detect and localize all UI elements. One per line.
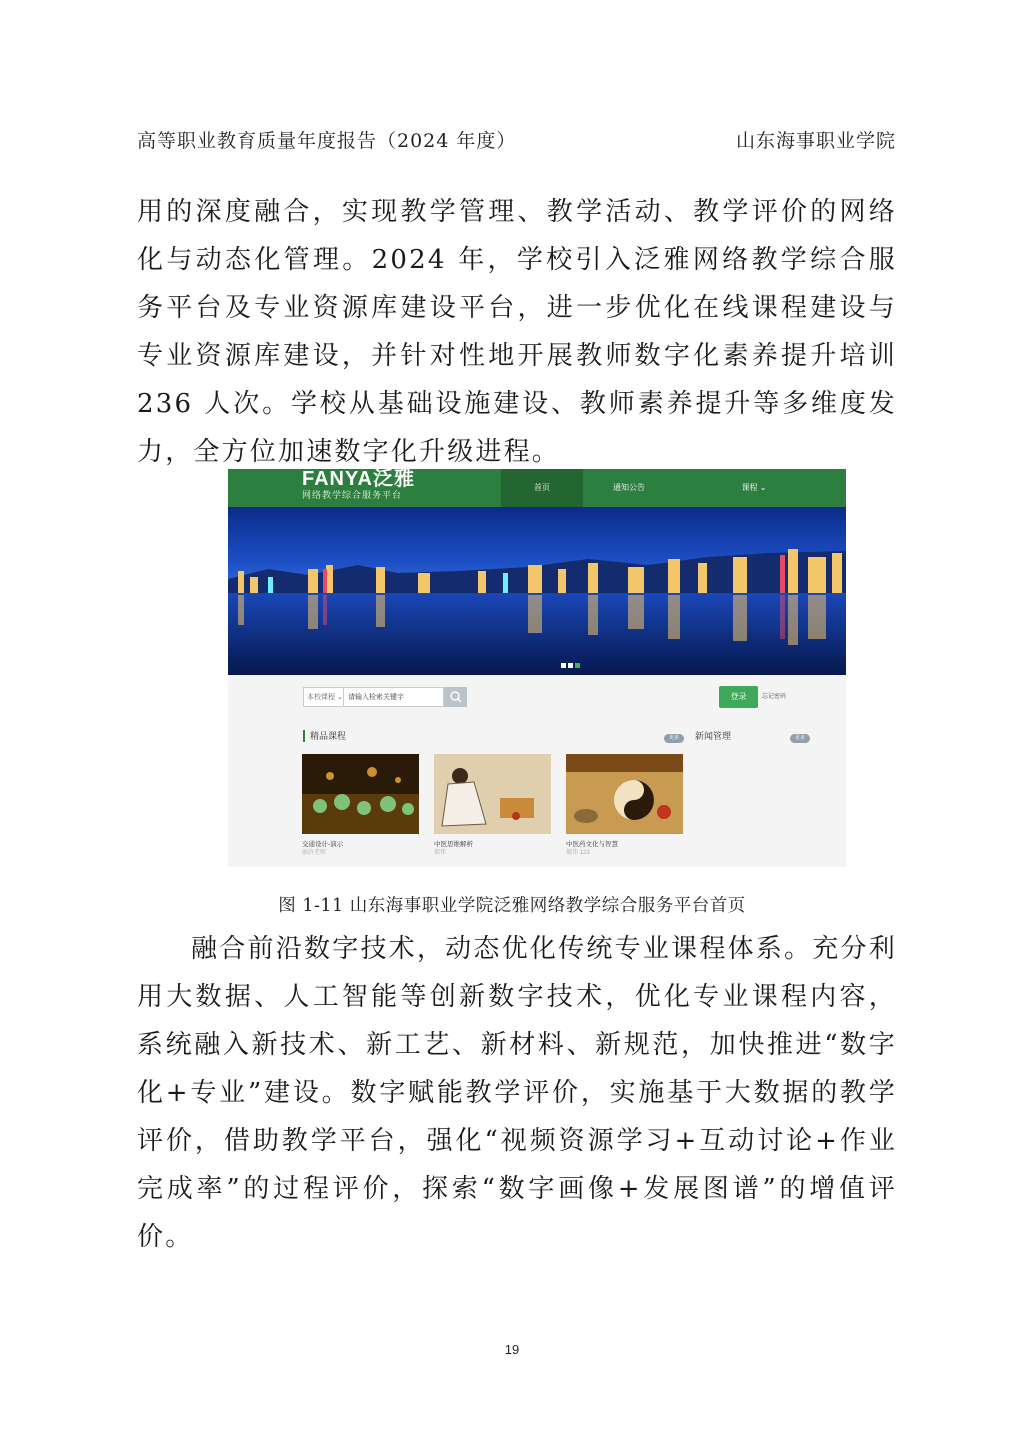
course-teacher: 郝伟: [434, 850, 447, 856]
report-header-school: 山东海事职业学院: [735, 130, 896, 152]
news-more-button[interactable]: 更多: [790, 734, 810, 743]
course-card[interactable]: [434, 754, 551, 858]
course-teacher: 郝伟 123: [566, 850, 590, 856]
nav-course-tab[interactable]: 课程 ⌄: [741, 483, 767, 492]
figure-caption: 图 1-11 山东海事职业学院泛雅网络教学综合服务平台首页: [278, 896, 746, 916]
course-title[interactable]: 中医思维解析: [434, 841, 473, 848]
login-button[interactable]: 登录: [719, 686, 758, 708]
nav-home-tab[interactable]: 首页: [501, 469, 583, 507]
search-scope-select[interactable]: 本校课程 ⌄: [303, 687, 344, 707]
platform-nav-bar: [228, 469, 846, 507]
night-city-banner-image: [228, 507, 846, 675]
news-heading: 新闻管理: [695, 731, 732, 741]
search-input[interactable]: 请输入检索关键字: [344, 687, 444, 707]
course-card[interactable]: [302, 754, 419, 858]
carousel-indicator[interactable]: [561, 655, 582, 673]
carousel-dot-active[interactable]: [575, 663, 580, 668]
nav-notice-tab[interactable]: 通知公告: [613, 483, 645, 492]
carousel-dot[interactable]: [568, 663, 573, 668]
search-icon: [444, 687, 467, 707]
report-header-title: 高等职业教育质量年度报告（2024 年度）: [137, 130, 517, 152]
course-title[interactable]: 中医药文化与智慧: [566, 841, 618, 848]
featured-courses-heading: 精品课程: [303, 730, 346, 742]
course-thumbnail[interactable]: [434, 754, 551, 834]
course-title[interactable]: 交通设计-演示: [302, 841, 344, 848]
body-paragraph-1: 用的深度融合，实现教学管理、教学活动、教学评价的网络化与动态化管理。2024 年，学校引入泛雅网络教学综合服务平台及专业资源库建设平台，进一步优化在线课程建设与专业资源库建设，并针对性地开展教师数字化素养提升培训 236 人次。学校从基础设施建设、教师素养提升等多维度发力，全方位加速数字化升级进程。: [137, 197, 897, 467]
course-thumbnail[interactable]: [566, 754, 683, 834]
fanya-logo: FANYA泛雅: [302, 469, 415, 490]
page-number: 19: [504, 1342, 520, 1357]
course-teacher: 丽济老师: [302, 850, 327, 856]
forgot-password-link[interactable]: 忘记密码: [762, 694, 787, 700]
carousel-dot[interactable]: [561, 663, 566, 668]
course-card[interactable]: [566, 754, 683, 858]
platform-screenshot-figure: [228, 469, 846, 867]
search-button[interactable]: [444, 687, 467, 707]
fanya-logo-subtitle: 网络教学综合服务平台: [302, 490, 403, 500]
course-thumbnail[interactable]: [302, 754, 419, 834]
body-paragraph-2: 融合前沿数字技术，动态优化传统专业课程体系。充分利用大数据、人工智能等创新数字技术，优化专业课程内容，系统融入新技术、新工艺、新材料、新规范，加快推进“数字化+专业”建设。数字赋能教学评价，实施基于大数据的教学评价，借助教学平台，强化“视频资源学习+互动讨论+作业完成率”的过程评价，探索“数字画像+发展图谱”的增值评价。: [137, 934, 897, 1252]
courses-more-button[interactable]: 更多: [664, 734, 684, 743]
